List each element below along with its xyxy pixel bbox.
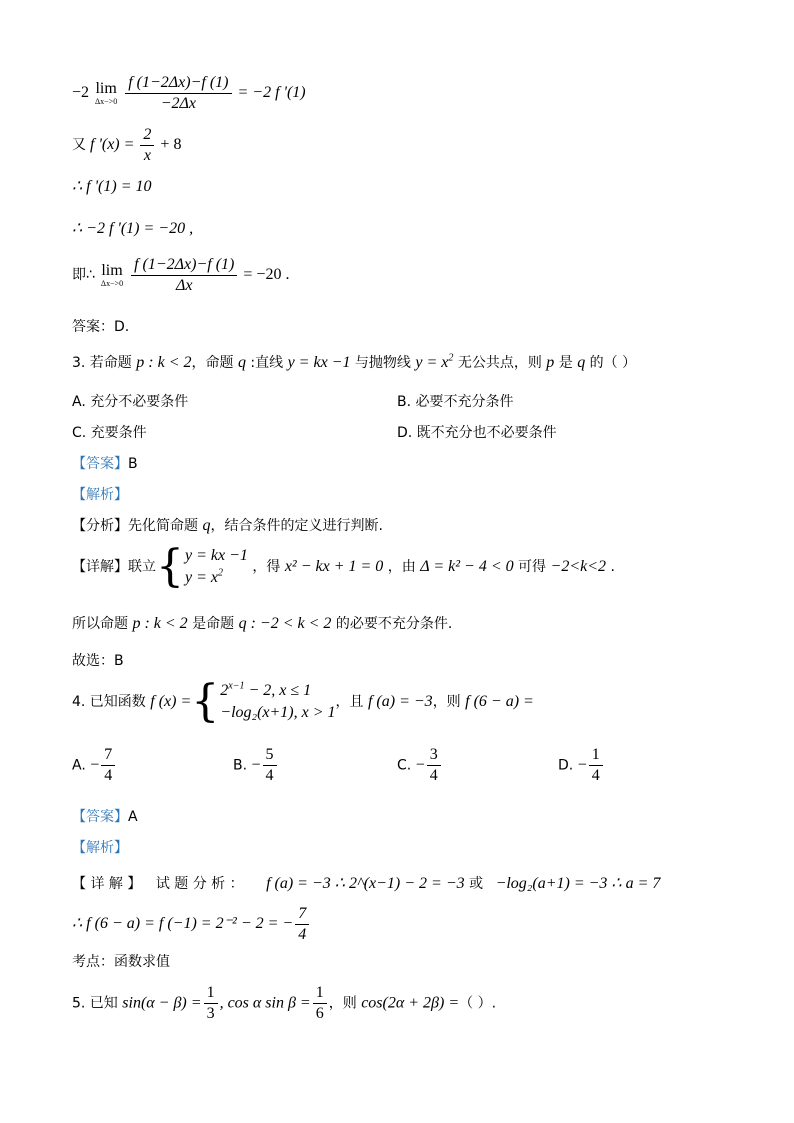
answer-tag: 【答案】	[72, 456, 128, 472]
lim-word: lim	[101, 262, 123, 279]
q4-analysis-tag: 【解析】	[72, 840, 128, 856]
coef: −2	[72, 84, 90, 102]
math: p : k < 2	[136, 354, 192, 371]
numerator: 2	[143, 126, 152, 143]
case-1-base: 2	[220, 682, 229, 700]
math: y = kx −1	[287, 354, 351, 371]
option-label: D.	[558, 757, 574, 774]
fenxi-text: 先化简命题	[128, 518, 203, 534]
option-label: A.	[72, 757, 86, 774]
exponent: 2	[448, 352, 454, 364]
limit-operator	[95, 81, 117, 106]
detail-text: ，由	[383, 559, 421, 575]
option-fraction	[101, 746, 115, 785]
limit-result-line	[72, 256, 289, 295]
math: q	[237, 354, 246, 371]
detail-text: ，得	[247, 559, 285, 575]
concl-text: 的必要不充分条件.	[331, 616, 453, 632]
fraction	[204, 984, 218, 1023]
stem-text: 是	[554, 355, 578, 371]
stem-text: 与抛物线	[350, 355, 416, 371]
math: y = x	[415, 354, 449, 371]
stem-text: ，则	[328, 995, 362, 1012]
limit-operator	[101, 263, 123, 288]
lhs: f '(x) =	[90, 136, 135, 154]
q4-option-a	[72, 746, 117, 785]
numerator: 5	[265, 746, 274, 763]
math: q	[577, 354, 586, 371]
denominator: 3	[204, 1003, 218, 1023]
case-1-exponent: x−1	[228, 681, 245, 693]
limit-identity-line	[72, 74, 306, 113]
lim-sub: Δx−>0	[95, 97, 118, 106]
math: f (a) = −3 ∴ 2^(x−1) − 2 = −3	[266, 875, 465, 892]
numerator: f (1−2Δx)−f (1)	[134, 256, 235, 273]
numerator: 7	[298, 905, 307, 922]
math: p	[546, 354, 555, 371]
fenxi-text: ，结合条件的定义进行判断.	[210, 518, 383, 534]
math: , cos α sin β =	[219, 994, 311, 1012]
left-brace-icon: {	[191, 676, 220, 727]
denominator: 4	[295, 924, 309, 944]
numerator: f (1−2Δx)−f (1)	[128, 74, 229, 91]
detail-tag: 【 详 解 】	[72, 876, 142, 892]
option-sign: −	[415, 756, 425, 774]
math: sin(α − β) =	[122, 994, 202, 1012]
q4-detail	[72, 873, 660, 893]
stem-text: :直线	[245, 355, 288, 371]
prefix: 即∴	[72, 267, 95, 284]
denominator: 4	[427, 765, 441, 785]
fenxi-tag: 【分析】	[72, 518, 128, 534]
math: Δ = k² − 4 < 0	[420, 558, 514, 575]
q3-choose: 故选：B	[72, 653, 124, 669]
denominator: Δx	[131, 275, 237, 295]
option-b: B. 必要不充分条件	[397, 394, 514, 410]
answer-value: B	[128, 456, 138, 472]
scaled-derivative-line: ∴ −2 f '(1) = −20 ,	[72, 220, 194, 237]
stem-text: 无公共点，则	[453, 355, 547, 371]
option-fraction	[589, 746, 603, 785]
option-label: C.	[397, 757, 412, 774]
option-fraction	[427, 746, 441, 785]
numerator: 1	[315, 984, 324, 1001]
detail-text: 可得	[513, 559, 551, 575]
rhs: = −2 f '(1)	[237, 84, 306, 102]
option-d: D. 既不充分也不必要条件	[397, 425, 557, 441]
fraction	[125, 74, 231, 113]
denominator: 4	[589, 765, 603, 785]
case-1-rest: − 2, x ≤ 1	[244, 682, 312, 700]
math: −log₂(a+1) = −3 ∴ a = 7	[495, 875, 661, 892]
system-eq-1: y = kx −1	[185, 547, 248, 565]
rhs: + 8	[160, 136, 182, 154]
fraction	[131, 256, 237, 295]
concl-text: 是命题	[187, 616, 239, 632]
math: f (6 − a) =	[465, 693, 534, 710]
q4-option-d	[558, 746, 605, 785]
option-sign: −	[251, 756, 261, 774]
prefix: 又	[72, 137, 86, 154]
option-c: C. 充要条件	[72, 425, 147, 441]
denominator: 4	[101, 765, 115, 785]
numerator: 1	[591, 746, 600, 763]
detail-text: 或	[469, 876, 484, 892]
lim-word: lim	[95, 80, 117, 97]
q3-detail	[72, 541, 615, 592]
denominator: x	[140, 145, 154, 165]
option-sign: −	[90, 756, 100, 774]
denominator: −2Δx	[125, 93, 231, 113]
detail-text: 联立	[128, 559, 156, 575]
math: −2<k<2	[550, 558, 607, 575]
math: f (a) = −3	[367, 693, 433, 710]
math: q	[202, 517, 211, 534]
left-brace-icon: {	[156, 541, 184, 592]
question-4-stem	[72, 676, 534, 727]
answer-d-line: 答案：D.	[72, 319, 130, 335]
exponent: 2	[218, 567, 223, 579]
q3-fenxi	[72, 515, 383, 535]
q4-answer	[72, 806, 138, 826]
q4-detail-line-2	[72, 905, 311, 944]
stem-text: （ ）.	[459, 995, 497, 1012]
stem-text: ，且	[335, 694, 368, 710]
case-2: −log₂(x+1), x > 1	[220, 704, 336, 721]
math: x² − kx + 1 = 0	[284, 558, 384, 575]
numerator: 3	[429, 746, 438, 763]
q4-option-b	[233, 746, 279, 785]
concl-text: 所以命题	[72, 616, 133, 632]
equation-system	[185, 545, 248, 588]
fraction	[313, 984, 327, 1023]
option-a: A. 充分不必要条件	[72, 394, 189, 410]
math: cos(2α + 2β) =	[361, 994, 460, 1012]
stem-text: ，则	[432, 694, 466, 710]
answer-tag: 【答案】	[72, 809, 128, 825]
numerator: 7	[104, 746, 113, 763]
option-fraction	[263, 746, 277, 785]
q4-option-c	[397, 746, 443, 785]
piecewise-cases	[220, 680, 335, 723]
denominator: 6	[313, 1003, 327, 1023]
stem-text: 3. 若命题	[72, 355, 137, 371]
question-3-stem	[72, 352, 636, 372]
lim-sub: Δx−>0	[100, 279, 124, 288]
option-label: B.	[233, 757, 248, 774]
stem-text: ，命题	[191, 355, 238, 371]
answer-value: A	[128, 809, 138, 825]
q4-kaodian: 考点：函数求值	[72, 954, 170, 970]
stem-text: 4. 已知函数	[72, 694, 151, 710]
q3-analysis-tag: 【解析】	[72, 487, 128, 503]
fraction	[295, 905, 309, 944]
question-5-stem	[72, 984, 496, 1023]
detail-tag: 【详解】	[72, 559, 128, 575]
math: q : −2 < k < 2	[238, 615, 332, 632]
stem-text: 的（ ）	[585, 355, 637, 371]
system-eq-2: y = x	[185, 569, 218, 586]
stem-text: 5. 已知	[72, 995, 123, 1012]
math: f (x) =	[150, 693, 192, 710]
math: p : k < 2	[132, 615, 188, 632]
math: ∴ f (6 − a) = f (−1) = 2⁻² − 2 = −	[72, 915, 294, 933]
q3-conclusion	[72, 613, 452, 633]
derivative-value-line: ∴ f '(1) = 10	[72, 178, 152, 195]
derivative-line	[72, 126, 181, 165]
q3-answer	[72, 453, 138, 473]
detail-text: 试 题 分 析 ：	[155, 876, 244, 892]
detail-text: .	[606, 559, 615, 575]
rhs: = −20 .	[243, 266, 290, 284]
numerator: 1	[206, 984, 215, 1001]
denominator: 4	[263, 765, 277, 785]
fraction	[140, 126, 154, 165]
option-sign: −	[577, 756, 587, 774]
